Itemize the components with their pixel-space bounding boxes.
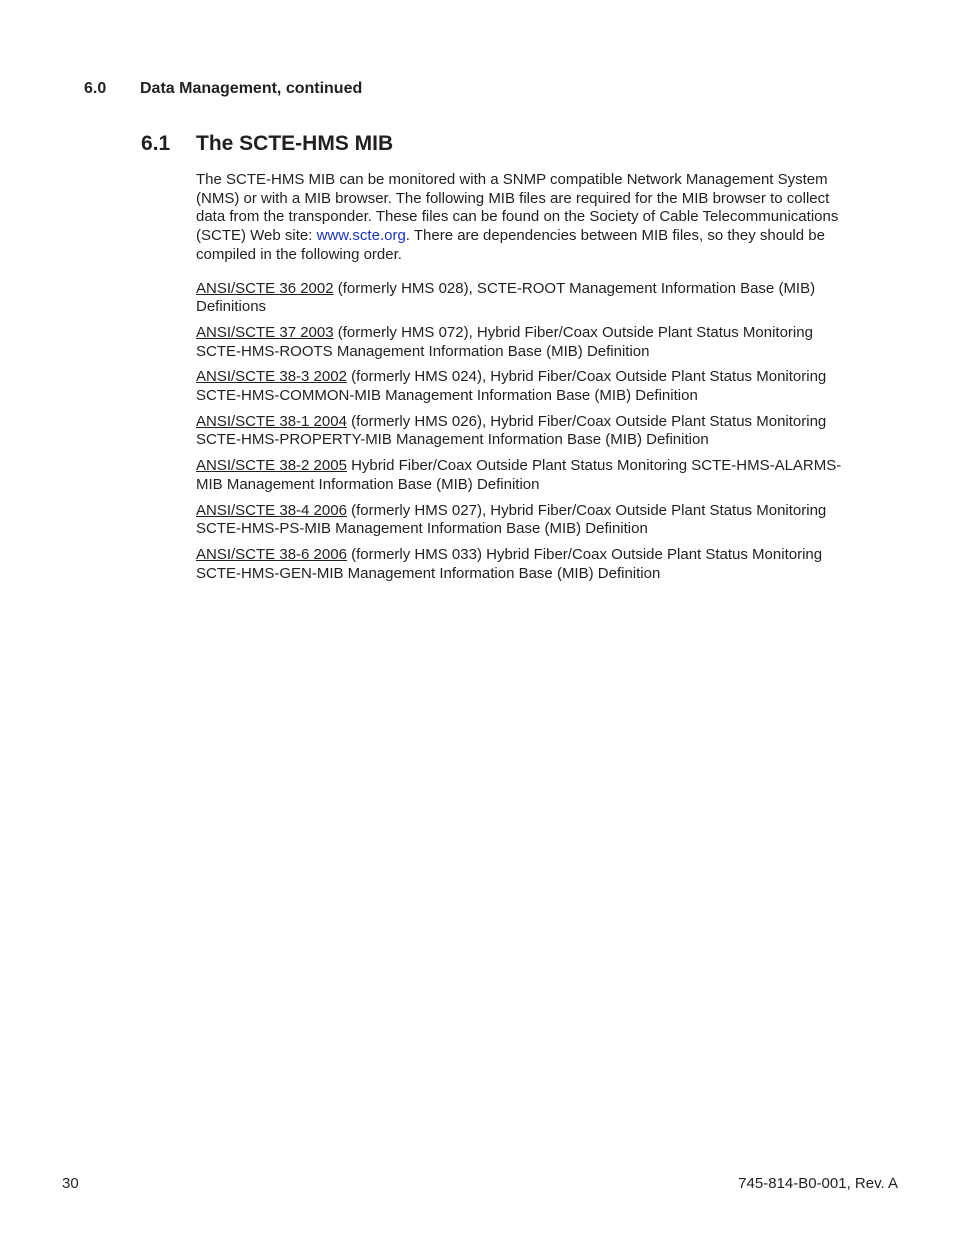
standard-code: ANSI/SCTE 36 2002 bbox=[196, 279, 334, 297]
standard-code: ANSI/SCTE 38-4 2006 bbox=[196, 501, 347, 519]
standard-description: (formerly HMS 027), Hybrid Fiber/Coax Outside Plant Status Monitoring SCTE-HMS-PS-MIB Management Information Base (MIB) Definition bbox=[196, 501, 827, 538]
standard-description: Hybrid Fiber/Coax Outside Plant Status Monitoring SCTE-HMS-ALARMS-MIB Management Information Base (MIB) Definition bbox=[196, 457, 842, 493]
intro-paragraph bbox=[196, 171, 846, 265]
mib-standards-list bbox=[196, 280, 846, 584]
section-number: 6.1 bbox=[141, 132, 171, 155]
standard-description: (formerly HMS 024), Hybrid Fiber/Coax Outside Plant Status Monitoring SCTE-HMS-COMMON-MIB Management Information Base (MIB) Definition bbox=[196, 368, 827, 405]
standard-description: (formerly HMS 026), Hybrid Fiber/Coax Outside Plant Status Monitoring SCTE-HMS-PROPERTY-MIB Management Information Base (MIB) Definition bbox=[196, 412, 827, 449]
standard-description: (formerly HMS 028), SCTE-ROOT Management Information Base (MIB) Definitions bbox=[196, 279, 816, 316]
standard-code: ANSI/SCTE 37 2003 bbox=[196, 323, 334, 341]
page-number: 30 bbox=[62, 1175, 79, 1192]
standard-code: ANSI/SCTE 38-2 2005 bbox=[196, 457, 347, 475]
section-title bbox=[141, 132, 393, 156]
running-head bbox=[84, 80, 362, 98]
scte-website-link[interactable]: www.scte.org bbox=[316, 227, 406, 245]
section-title-text: The SCTE-HMS MIB bbox=[196, 132, 394, 155]
list-item bbox=[196, 457, 846, 494]
standard-code: ANSI/SCTE 38-1 2004 bbox=[196, 412, 347, 430]
list-item bbox=[196, 280, 846, 317]
intro-text-after-link: . There are dependencies between MIB files, so they should be compiled in the following order. bbox=[196, 227, 825, 263]
intro-text-before-link: The SCTE-HMS MIB can be monitored with a SNMP compatible Network Management System (NMS) or with a MIB browser. The following MIB files are required for the MIB browser to collect data from the transponder. These files can be found on the Society of Cable Telecommunications (SCTE) Web site: bbox=[196, 171, 839, 245]
standard-code: ANSI/SCTE 38-6 2006 bbox=[196, 545, 347, 563]
list-item bbox=[196, 502, 846, 539]
running-head-number: 6.0 bbox=[84, 80, 107, 97]
standard-code: ANSI/SCTE 38-3 2002 bbox=[196, 368, 347, 386]
standard-description: (formerly HMS 033) Hybrid Fiber/Coax Outside Plant Status Monitoring SCTE-HMS-GEN-MIB Management Information Base (MIB) Definition bbox=[196, 545, 823, 582]
list-item bbox=[196, 324, 846, 361]
section-body bbox=[196, 171, 846, 590]
running-head-title: Data Management, continued bbox=[140, 80, 363, 97]
document-id: 745-814-B0-001, Rev. A bbox=[738, 1175, 898, 1192]
standard-description: (formerly HMS 072), Hybrid Fiber/Coax Outside Plant Status Monitoring SCTE-HMS-ROOTS Management Information Base (MIB) Definition bbox=[196, 323, 813, 360]
list-item bbox=[196, 546, 846, 583]
list-item bbox=[196, 368, 846, 405]
list-item bbox=[196, 413, 846, 450]
